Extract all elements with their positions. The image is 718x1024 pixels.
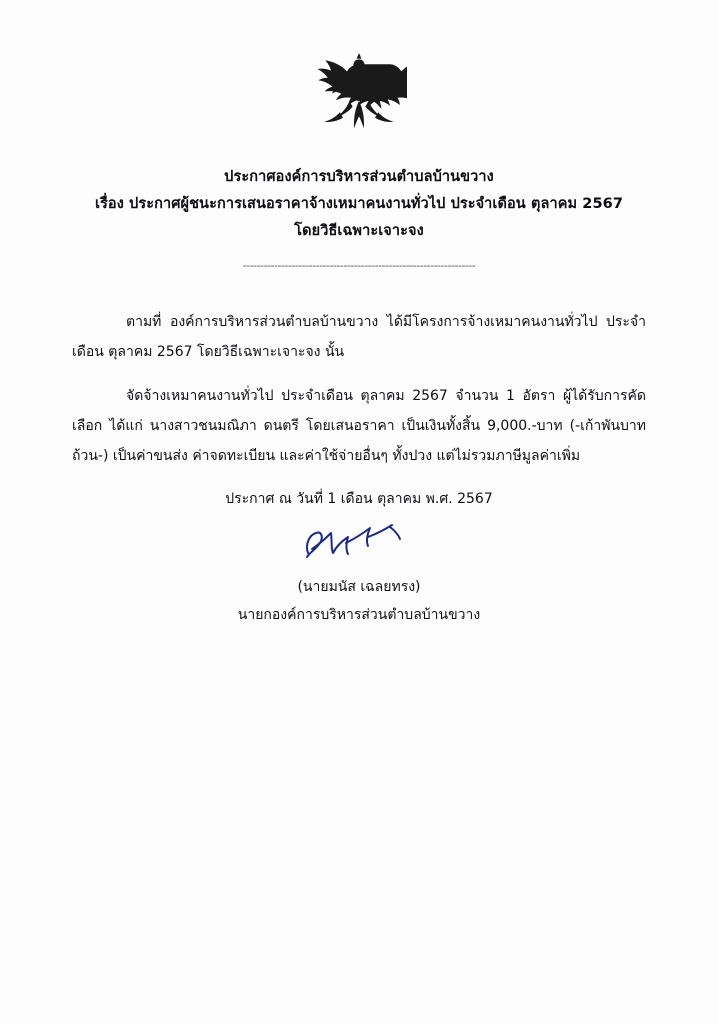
heading-method: โดยวิธีเฉพาะเจาะจง [294, 222, 424, 239]
handwritten-signature-icon [294, 519, 424, 567]
announcement-date: ประกาศ ณ วันที่ 1 เดือน ตุลาคม พ.ศ. 2567 [225, 491, 493, 508]
paragraph-award [72, 381, 646, 471]
document-body [72, 307, 646, 513]
signature-title: นายกองค์การบริหารส่วนตำบลบ้านขวาง [237, 607, 481, 624]
document-headings [0, 164, 718, 277]
paragraph-background-text: ตามที่ องค์การบริหารส่วนตำบลบ้านขวาง ได้มีโครงการจ้างเหมาคนงานทั่วไป ประจำเดือน ตุลาคม 2567 โดยวิธีเฉพาะเจาะจง นั้น [72, 313, 646, 360]
paragraph-background [72, 307, 646, 367]
heading-organization: ประกาศองค์การบริหารส่วนตำบลบ้านขวาง [224, 169, 494, 185]
signature-area [0, 519, 718, 571]
divider-line: ------------------------------------------------------------------- [242, 259, 476, 273]
garuda-emblem [311, 48, 407, 138]
emblem-container [0, 0, 718, 138]
signature-name: (นายมนัส เฉลยทรง) [297, 579, 421, 596]
heading-subject: เรื่อง ประกาศผู้ชนะการเสนอราคาจ้างเหมาคนงานทั่วไป ประจำเดือน ตุลาคม 2567 [94, 195, 624, 212]
paragraph-award-text: จัดจ้างเหมาคนงานทั่วไป ประจำเดือน ตุลาคม 2567 จำนวน 1 อัตรา ผู้ได้รับการคัดเลือก ได้แก่ นางสาวชนมณิภา ดนตรี โดยเสนอราคา เป็นเงินทั้งสิ้น 9,000.-บาท (-เก้าพันบาทถ้วน-) เป็นค่าขนส่ง ค่าจดทะเบียน และค่าใช้จ่ายอื่นๆ ทั้งปวง แต่ไม่รวมภาษีมูลค่าเพิ่ม [72, 387, 646, 465]
